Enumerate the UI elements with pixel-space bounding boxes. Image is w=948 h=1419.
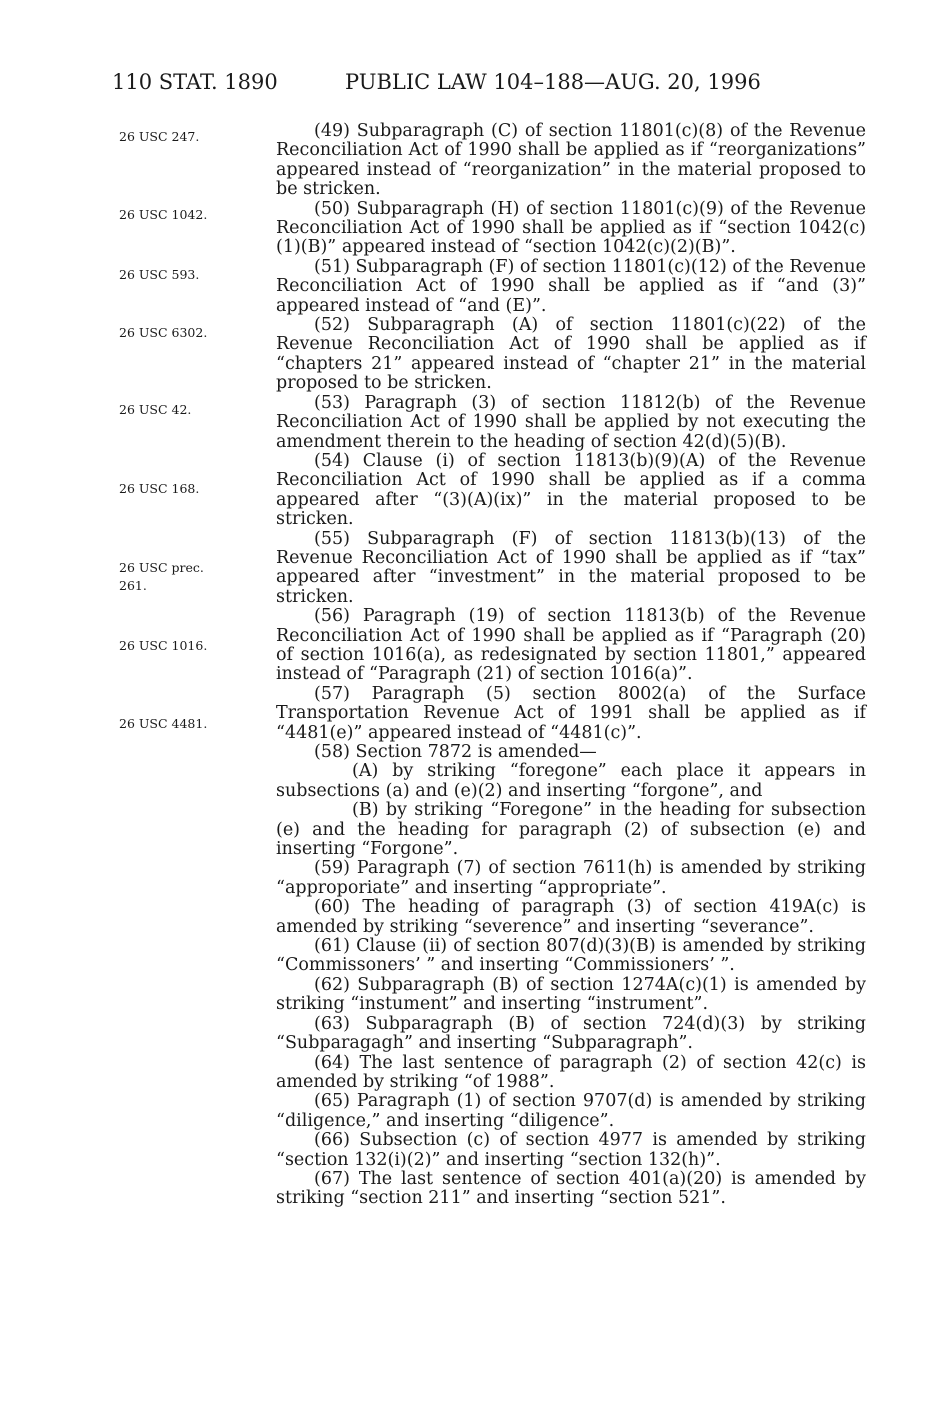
subparagraph-58-a: (A) by striking “foregone” each place it appears in subsections (a) and (e)(2) and inserting “forgone”, and (276, 761, 866, 801)
paragraph-64: (64) The last sentence of paragraph (2) of section 42(c) is amended by striking “of 1988”. (276, 1052, 866, 1092)
paragraph-67: (67) The last sentence of section 401(a)(20) is amended by striking “section 211” and inserting “section 521”. (276, 1168, 866, 1209)
paragraph-53: (53) Paragraph (3) of section 11812(b) of the Revenue Reconciliation Act of 1990 shall be applied by not executing the amendment therein to the heading of section 42(d)(5)(B). (276, 392, 866, 452)
margin-note: 26 USC 1016. (119, 638, 208, 653)
paragraph-60: (60) The heading of paragraph (3) of section 419A(c) is amended by striking “severence” and inserting “severance”. (276, 897, 866, 937)
margin-note: 26 USC 4481. (119, 716, 208, 731)
statute-body (276, 122, 866, 1209)
paragraph-51: (51) Subparagraph (F) of section 11801(c)(12) of the Revenue Reconciliation Act of 1990 shall be applied as if “and (3)” appeared instead of “and (E)”. (276, 256, 866, 316)
margin-note: 26 USC 168. (119, 481, 200, 496)
subparagraph-58-b: (B) by striking “Foregone” in the heading for subsection (e) and the heading for paragraph (2) of subsection (e) and inserting “Forgone”. (276, 800, 866, 860)
margin-note: 26 USC 247. (119, 129, 200, 144)
paragraph-62: (62) Subparagraph (B) of section 1274A(c)(1) is amended by striking “instument” and inserting “instrument”. (276, 974, 866, 1015)
page-header (0, 70, 948, 100)
paragraph-66: (66) Subsection (c) of section 4977 is amended by striking “section 132(i)(2)” and inserting “section 132(h)”. (276, 1130, 866, 1170)
paragraph-55: (55) Subparagraph (F) of section 11813(b)(13) of the Revenue Reconciliation Act of 1990 shall be applied as if “tax” appeared after “investment” in the material proposed to be stricken. (276, 528, 866, 607)
paragraph-57: (57) Paragraph (5) section 8002(a) of the Surface Transportation Revenue Act of 1991 shall be applied as if “4481(e)” appeared instead of “4481(c)”. (276, 683, 866, 743)
paragraph-54: (54) Clause (i) of section 11813(b)(9)(A) of the Revenue Reconciliation Act of 1990 shall be applied as if a comma appeared after “(3)(A)(ix)” in the material proposed to be stricken. (276, 450, 866, 530)
paragraph-52: (52) Subparagraph (A) of section 11801(c)(22) of the Revenue Reconciliation Act of 1990 shall be applied as if “chapters 21” appeared instead of “chapter 21” in the material proposed to be stricken. (276, 315, 866, 394)
stat-reference: 110 STAT. 1890 (112, 70, 278, 94)
paragraph-49: (49) Subparagraph (C) of section 11801(c)(8) of the Revenue Reconciliation Act of 1990 shall be applied as if “reorganizations” appeared instead of “reorganization” in the material proposed to be stricken. (276, 121, 866, 200)
paragraph-59: (59) Paragraph (7) of section 7611(h) is amended by striking “approporiate” and inserting “appropriate”. (276, 858, 866, 898)
paragraph-63: (63) Subparagraph (B) of section 724(d)(3) by striking “Subparagagh” and inserting “Subparagraph”. (276, 1013, 866, 1054)
public-law-title: PUBLIC LAW 104–188—AUG. 20, 1996 (345, 70, 761, 94)
margin-note: 26 USC 42. (119, 402, 192, 417)
paragraph-61: (61) Clause (ii) of section 807(d)(3)(B) is amended by striking “Commissoners’ ” and inserting “Commissioners’ ”. (276, 936, 866, 976)
paragraph-50: (50) Subparagraph (H) of section 11801(c)(9) of the Revenue Reconciliation Act of 1990 shall be applied as if “section 1042(c)(1)(B)” appeared instead of “section 1042(c)(2)(B)”. (276, 198, 866, 258)
paragraph-56: (56) Paragraph (19) of section 11813(b) of the Revenue Reconciliation Act of 1990 shall be applied as if “Paragraph (20) of section 1016(a), as redesignated by section 11801,” appeared instead of “Paragraph (21) of section 1016(a)”. (276, 606, 866, 685)
margin-note: 26 USC 593. (119, 267, 200, 282)
margin-note: 26 USC prec. 261. (119, 560, 204, 593)
margin-note: 26 USC 6302. (119, 325, 208, 340)
margin-note: 26 USC 1042. (119, 207, 208, 222)
paragraph-58: (58) Section 7872 is amended— (314, 742, 597, 762)
paragraph-65: (65) Paragraph (1) of section 9707(d) is amended by striking “diligence,” and inserting “diligence”. (276, 1091, 866, 1131)
